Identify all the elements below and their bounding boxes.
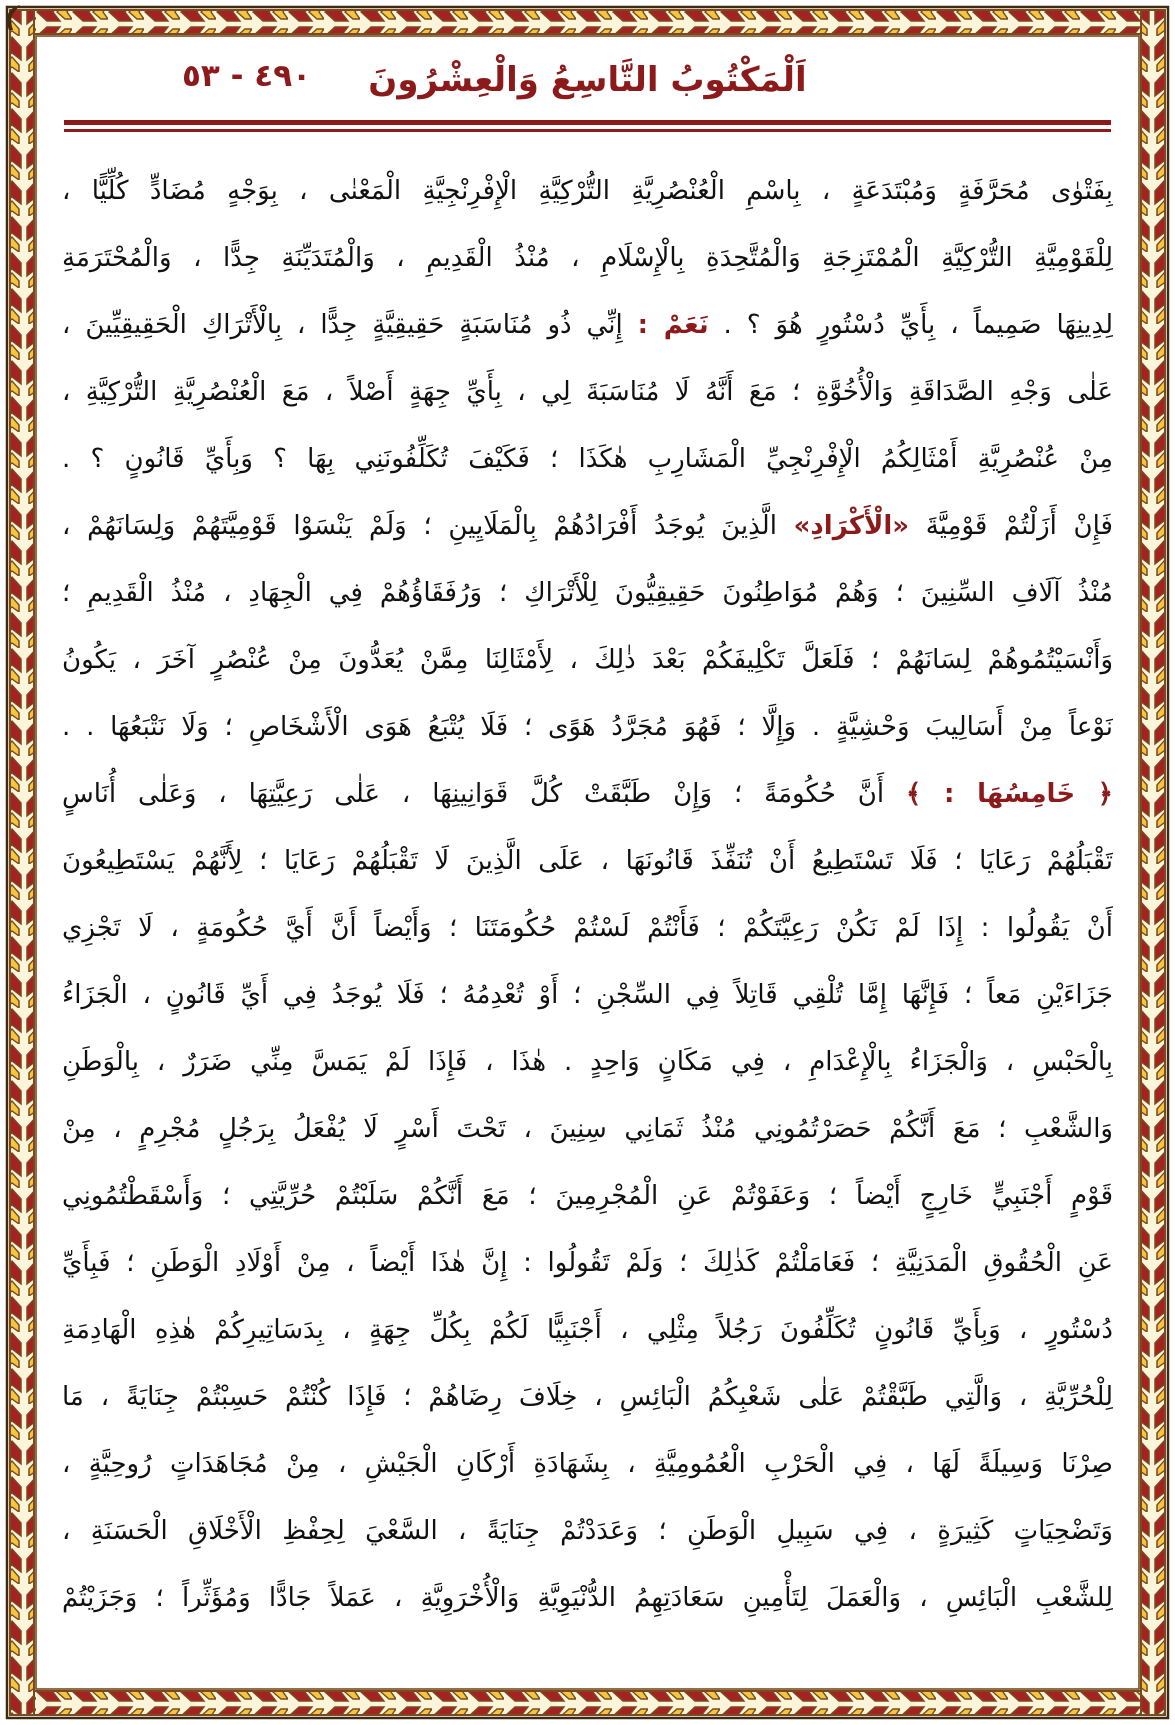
text-line-18	[62, 1297, 1113, 1364]
text-segment: بِفَتْوٰى مُحَرَّفَةٍ وَمُبْتَدَعَةٍ ، بِاسْمِ الْعُنْصُرِيَّةِ التُّرْكِيَّةِ الْإِفْرِنْجِيَّةِ الْمَعْنٰى ، بِوَجْهٍ مُضَادٍّ كُلِّيًّا ،	[62, 176, 1113, 206]
text-line-17	[62, 1230, 1113, 1297]
text-line-5	[62, 426, 1113, 493]
page-number: ٤٩٠ - ٥٣	[182, 58, 312, 94]
text-line-4	[62, 359, 1113, 426]
text-segment: أَنَّ حُكُومَةً ؛ وَإِنْ طَبَّقَتْ كُلَّ قَوَانِينِهَا ، عَلٰى رَعِيَّتِهَا ، وَعَلٰى أُنَاسٍ	[62, 779, 907, 809]
text-segment: الَّذِينَ يُوجَدُ أَفْرَادُهُمْ بِالْمَلَايِينِ ؛ وَلَمْ يَنْسَوْا قَوْمِيَّتَهُمْ وَلِسَانَهُمْ ،	[62, 511, 794, 541]
text-segment: عَلٰى وَجْهِ الصَّدَاقَةِ وَالْأُخُوَّةِ ؛ مَعَ أَنَّهُ لَا مُنَاسَبَةَ لِي ، بِأَيِّ جِهَةٍ أَصْلاً ، مَعَ الْعُنْصُرِيَّةِ التُّرْكِيَّةِ ،	[62, 377, 1113, 407]
text-segment: مِنْ عُنْصُرِيَّةِ أَمْثَالِكُمُ الْإِفْرِنْجِيِّ الْمَشَارِبِ هٰكَذَا ؛ فَكَيْفَ تُكَلِّفُونَنِي بِهَا ؟ وَبِأَيِّ قَانُونٍ ؟ .	[62, 444, 1113, 474]
text-segment: أَنْ يَقُولُوا : إِذَا لَمْ نَكُنْ رَعِيَّتَكُمْ ؛ فَأَنْتُمْ لَسْتُمْ حُكُومَتَنَا ؛ وَأَيْضاً أَنَّ أَيَّ حُكُومَةٍ ، لَا تَجْزِي	[62, 913, 1113, 943]
text-segment: عَنِ الْحُقُوقِ الْمَدَنِيَّةِ ؛ فَعَامَلْتُمْ كَذٰلِكَ ؛ وَلَمْ تَقُولُوا : إِنَّ هٰذَا أَيْضاً ، مِنْ أَوْلَادِ الْوَطَنِ ؛ فَبِأَيِّ	[62, 1248, 1113, 1278]
text-line-3	[62, 292, 1113, 359]
text-segment: وَتَضْحِيَاتٍ كَثِيرَةٍ ، فِي سَبِيلِ الْوَطَنِ ؛ وَعَدَدْتُمْ جِنَايَةً ، السَّعْيَ لِحِفْظِ الْأَخْلَاقِ الْحَسَنَةِ ،	[62, 1516, 1113, 1546]
header-rule-thick	[64, 120, 1111, 125]
text-segment: فَإِنْ أَزَلْتُمْ قَوْمِيَّةَ	[909, 511, 1113, 541]
text-line-22	[62, 1565, 1113, 1632]
text-line-12	[62, 895, 1113, 962]
text-line-11	[62, 828, 1113, 895]
highlight-phrase: نَعَمْ :	[637, 310, 709, 340]
text-line-14	[62, 1029, 1113, 1096]
highlight-phrase: ﴿ خَامِسُهَا : ﴾	[906, 779, 1113, 809]
body-text	[62, 158, 1113, 1632]
text-segment: قَوْمٍ أَجْنَبِيٍّ خَارِجٍ أَيْضاً ؛ وَعَفَوْتُمْ عَنِ الْمُجْرِمِينَ ؛ مَعَ أَنَّكُمْ سَلَبْتُمْ حُرِّيَّتِي ؛ وَأَسْقَطْتُمُونِي	[62, 1181, 1113, 1211]
text-line-16	[62, 1163, 1113, 1230]
text-line-8	[62, 627, 1113, 694]
text-line-6	[62, 493, 1113, 560]
text-segment: صِرْنَا وَسِيلَةً لَهَا ، فِي الْحَرْبِ الْعُمُومِيَّةِ ، بِشَهَادَةِ أَرْكَانِ الْجَيْشِ ، مِنْ مُجَاهَدَاتٍ رُوحِيَّةٍ ،	[62, 1449, 1113, 1479]
page-title: اَلْمَكْتُوبُ التَّاسِعُ وَالْعِشْرُونَ	[368, 60, 807, 100]
text-line-20	[62, 1431, 1113, 1498]
highlight-phrase: «الْأَكْرَادِ»	[793, 511, 910, 541]
text-segment: تَقْبَلُهُمْ رَعَايَا ؛ فَلَا تَسْتَطِيعُ أَنْ تُنَفِّذَ قَانُونَهَا ، عَلَى الَّذِينَ لَا تَقْبَلُهُمْ رَعَايَا ؛ لِأَنَّهُمْ يَسْتَطِيعُونَ	[62, 846, 1113, 876]
text-line-9	[62, 694, 1113, 761]
text-line-1	[62, 158, 1113, 225]
header-rule-thin	[64, 129, 1111, 132]
text-line-21	[62, 1498, 1113, 1565]
text-segment: وَالشَّعْبِ ؛ مَعَ أَنَّكُمْ حَصَرْتُمُونِي مُنْذُ ثَمَانِي سِنِينَ ، تَحْتَ أَسْرٍ لَا يُفْعَلُ بِرَجُلٍ مُجْرِمٍ ، مِنْ	[62, 1114, 1113, 1144]
text-segment: لِلشَّعْبِ الْبَائِسِ ، وَالْعَمَلَ لِتَأْمِينِ سَعَادَتِهِمُ الدُّنْيَوِيَّةِ وَالْأُخْرَوِيَّةِ ، عَمَلاً جَادًّا وَمُؤَثِّراً ؛ وَجَزَيْتُمْ	[62, 1583, 1113, 1613]
header-divider	[64, 120, 1111, 132]
text-segment: إِنِّي ذُو مُنَاسَبَةٍ حَقِيقِيَّةٍ جِدًّا ، بِالْأَتْرَاكِ الْحَقِيقِيِّينَ ،	[62, 310, 638, 340]
page-header	[62, 50, 1113, 116]
text-segment: نَوْعاً مِنْ أَسَالِيبَ وَحْشِيَّةٍ . وَإِلَّا ؛ فَهُوَ مُجَرَّدُ هَوًى ؛ فَلَا يُتْبَعُ هَوَى الْأَشْخَاصِ ؛ وَلَا نَتْبَعُهَا . .	[62, 712, 1113, 742]
text-segment: وَأَنْسَيْتُمُوهُمْ لِسَانَهُمْ ؛ فَلَعَلَّ تَكْلِيفَكُمْ بَعْدَ ذٰلِكَ ، لِأَمْثَالِنَا مِمَّنْ يُعَدُّونَ مِنْ عُنْصُرٍ آخَرَ ، يَكُونُ	[62, 645, 1113, 675]
text-line-7	[62, 560, 1113, 627]
text-line-15	[62, 1096, 1113, 1163]
text-segment: بِالْحَبْسِ ، وَالْجَزَاءُ بِالْإِعْدَامِ ، فِي مَكَانٍ وَاحِدٍ . هٰذَا ، فَإِذَا لَمْ يَمَسَّ مِنِّي ضَرَرٌ ، بِالْوَطَنِ	[62, 1047, 1113, 1077]
text-segment: لِلْقَوْمِيَّةِ التُّرْكِيَّةِ الْمُمْتَزِجَةِ وَالْمُتَّحِدَةِ بِالْإِسْلَامِ ، مُنْذُ الْقَدِيمِ ، وَالْمُتَدَيِّنَةِ جِدًّا ، وَالْمُحْتَرَمَةِ	[62, 243, 1113, 273]
border-band-bottom	[10, 1691, 1165, 1715]
text-segment: لِلْحُرِّيَّةِ ، وَالَّتِي طَبَّقْتُمْ عَلٰى شَعْبِكُمُ الْبَائِسِ ، خِلَافَ رِضَاهُمْ ؛ فَإِذَا كُنْتُمْ حَسِبْتُمْ جِنَايَةً ، مَا	[62, 1382, 1113, 1412]
text-line-10	[62, 761, 1113, 828]
text-line-19	[62, 1364, 1113, 1431]
text-segment: دُسْتُورٍ ، وَبِأَيِّ قَانُونٍ تُكَلِّفُونَ رَجُلاً مِثْلِي ، أَجْنَبِيًّا لَكُمْ بِكُلِّ جِهَةٍ ، بِدَسَاتِيرِكُمْ هٰذِهِ الْهَادِمَةِ	[62, 1315, 1113, 1345]
text-segment: جَزَاءَيْنِ مَعاً ؛ فَإِنَّهَا إِمَّا تُلْقِي قَاتِلاً فِي السِّجْنِ ؛ أَوْ تُعْدِمُهُ ؛ فَلَا يُوجَدُ فِي أَيِّ قَانُونٍ ، الْجَزَاءُ	[62, 980, 1113, 1010]
text-line-13	[62, 962, 1113, 1029]
text-line-2	[62, 225, 1113, 292]
text-segment: مُنْذُ آلَافِ السِّنِينَ ؛ وَهُمْ مُوَاطِنُونَ حَقِيقِيُّونَ لِلْأَتْرَاكِ ؛ وَرُفَقَاؤُهُمْ فِي الْجِهَادِ ، مُنْذُ الْقَدِيمِ ؛	[62, 578, 1113, 608]
text-segment: لِدِينِهَا صَمِيماً ، بِأَيِّ دُسْتُورٍ هُوَ ؟ .	[708, 310, 1113, 340]
